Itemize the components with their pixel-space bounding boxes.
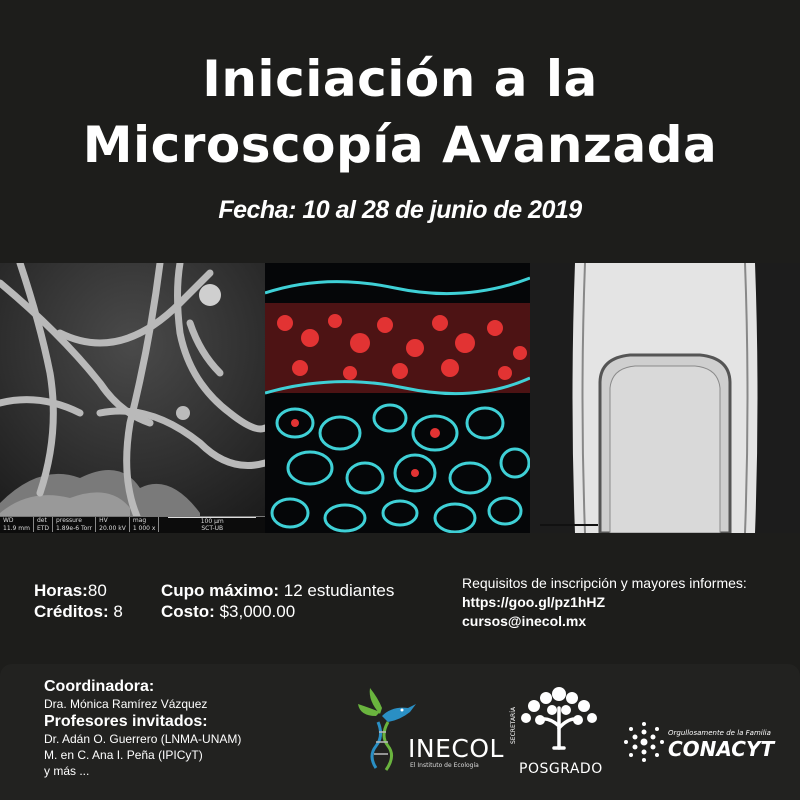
inecol-name: INECOL (408, 734, 504, 763)
sem-header: HV (96, 517, 130, 525)
requirements-link[interactable]: https://goo.gl/pz1hHZ (462, 594, 606, 610)
sem-header: WD (0, 517, 33, 525)
inecol-subtitle: El Instituto de Ecología (410, 762, 479, 769)
hours-label: Horas: (34, 581, 88, 600)
professor-item: M. en C. Ana I. Peña (IPICyT) (44, 748, 203, 762)
requirements-email[interactable]: cursos@inecol.mx (462, 613, 587, 629)
coordinator-label: Coordinadora: (44, 678, 155, 695)
requirements-text: Requisitos de inscripción y mayores informes: (462, 575, 747, 591)
sem-hyphae-picture (0, 263, 265, 533)
sem-lab-label: SCT-UB (201, 525, 224, 532)
sem-info-bar (0, 516, 265, 533)
sem-value: 1.89e-6 Torr (53, 525, 96, 533)
title-line-1: Iniciación a la (202, 50, 598, 108)
cupo-value: 12 estudiantes (283, 581, 395, 600)
sem-value: 11.9 mm (0, 525, 33, 533)
credits-label: Créditos: (34, 602, 109, 621)
posgrado-label: POSGRADO (519, 761, 603, 777)
tem-cell-picture (530, 263, 800, 533)
title-line-2: Microscopía Avanzada (82, 116, 718, 174)
sem-header: det (33, 517, 52, 525)
hours-credits (34, 580, 123, 622)
sem-header: mag (129, 517, 159, 525)
requirements (462, 574, 747, 631)
sem-image (0, 263, 265, 533)
coordinator-name: Dra. Mónica Ramírez Vázquez (44, 697, 208, 711)
posgrado-tree-logo (518, 686, 600, 750)
sem-value: 20.00 kV (96, 525, 130, 533)
sem-scale-label: 100 µm (200, 518, 224, 525)
professors-label: Profesores invitados: (44, 713, 208, 730)
coordinators (44, 678, 241, 779)
secretaria-label: SECRETARÍA (510, 706, 517, 744)
sem-value: ETD (33, 525, 52, 533)
conacyt-tagline: Orgullosamente de la Familia (668, 729, 771, 737)
title (0, 46, 800, 178)
sem-value: 1 000 x (129, 525, 159, 533)
hours-value: 80 (87, 581, 107, 600)
conacyt-dots-logo (624, 722, 664, 762)
professor-item: y más ... (44, 764, 90, 778)
sem-header: pressure (53, 517, 96, 525)
cost-label: Costo: (161, 602, 215, 621)
microscopy-images (0, 263, 800, 533)
confocal-cells-picture (265, 263, 530, 533)
cost-value: $3,000.00 (219, 602, 296, 621)
credits-value: 8 (113, 602, 123, 621)
cupo-costo (161, 580, 394, 622)
cupo-label: Cupo máximo: (161, 581, 280, 600)
confocal-image (265, 263, 530, 533)
professor-item: Dr. Adán O. Guerrero (LNMA-UNAM) (44, 732, 242, 746)
conacyt-name: CONACYT (668, 737, 775, 761)
tem-image (530, 263, 800, 533)
course-date: Fecha: 10 al 28 de junio de 2019 (218, 196, 582, 224)
